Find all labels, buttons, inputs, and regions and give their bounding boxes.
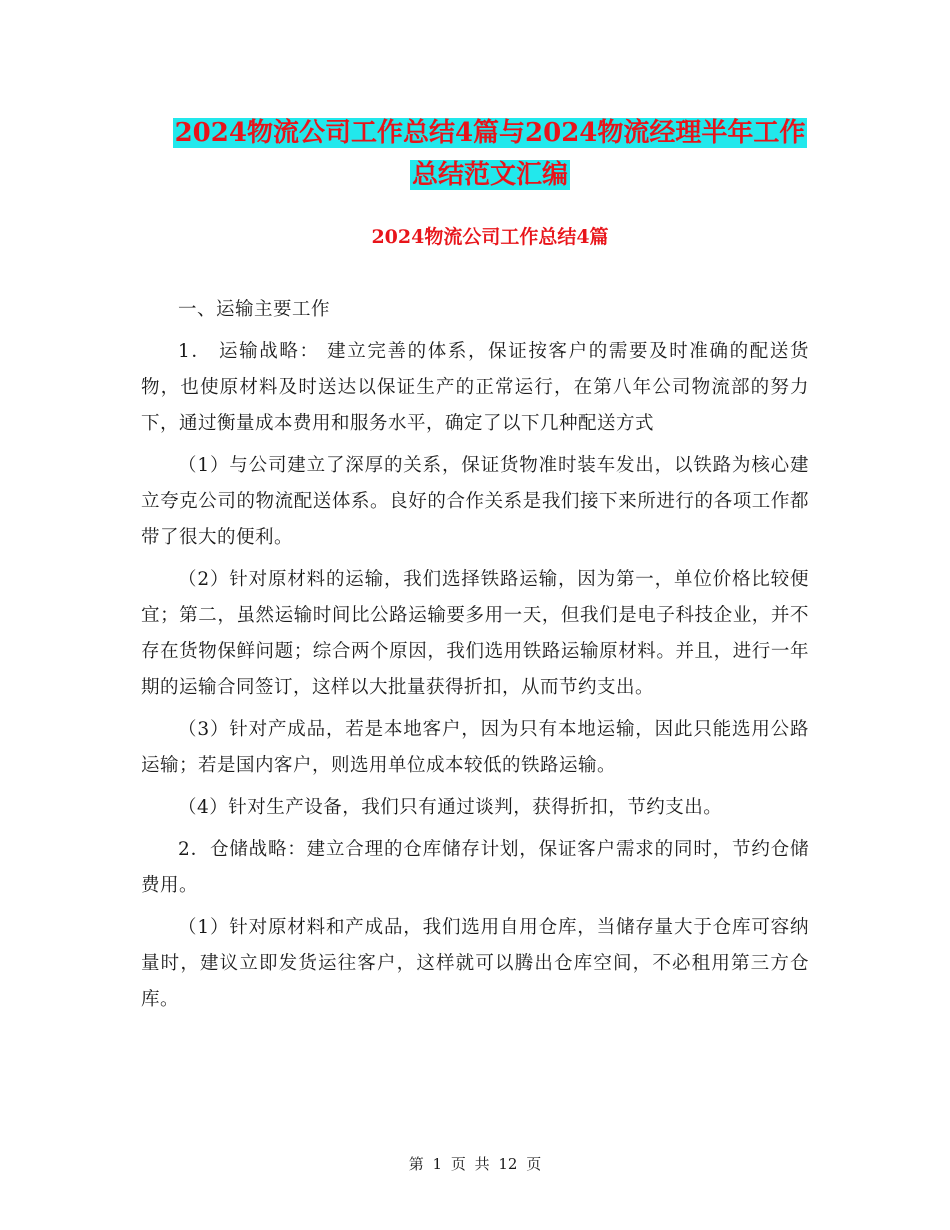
page-footer: 第 1 页 共 12 页	[408, 1155, 542, 1173]
document-title-line-2: 总结范文汇编	[411, 160, 568, 190]
paragraph: （1）与公司建立了深厚的关系，保证货物准时装车发出，以铁路为核心建立夸克公司的物流配送体系。良好的合作关系是我们接下来所进行的各项工作都带了很大的便利。	[141, 455, 809, 548]
paragraph: （4）针对生产设备，我们只有通过谈判，获得折扣，节约支出。	[178, 797, 723, 818]
paragraph: 1． 运输战略： 建立完善的体系，保证按客户的需要及时准确的配送货物，也使原材料及时送达以保证生产的正常运行，在第八年公司物流部的努力下，通过衡量成本费用和服务水平，确定了以下几种配送方式	[141, 341, 809, 434]
paragraph: 一、运输主要工作	[178, 299, 331, 320]
paragraph: （2）针对原材料的运输，我们选择铁路运输，因为第一，单位价格比较便宜；第二，虽然运输时间比公路运输要多用一天，但我们是电子科技企业，并不存在货物保鲜问题；综合两个原因，我们选用铁路运输原材料。并且，进行一年期的运输合同签订，这样以大批量获得折扣，从而节约支出。	[141, 569, 809, 698]
section-title: 2024物流公司工作总结4篇	[371, 226, 609, 248]
document-body	[141, 292, 809, 1024]
document-title	[140, 112, 840, 196]
paragraph: 2．仓储战略：建立合理的仓库储存计划，保证客户需求的同时，节约仓储费用。	[141, 839, 809, 896]
document-title-line-1: 2024物流公司工作总结4篇与2024物流经理半年工作	[174, 118, 806, 148]
paragraph: （1）针对原材料和产成品，我们选用自用仓库，当储存量大于仓库可容纳量时，建议立即发货运往客户，这样就可以腾出仓库空间，不必租用第三方仓库。	[141, 917, 809, 1010]
paragraph: （3）针对产成品，若是本地客户，因为只有本地运输，因此只能选用公路运输；若是国内客户，则选用单位成本较低的铁路运输。	[141, 719, 809, 776]
